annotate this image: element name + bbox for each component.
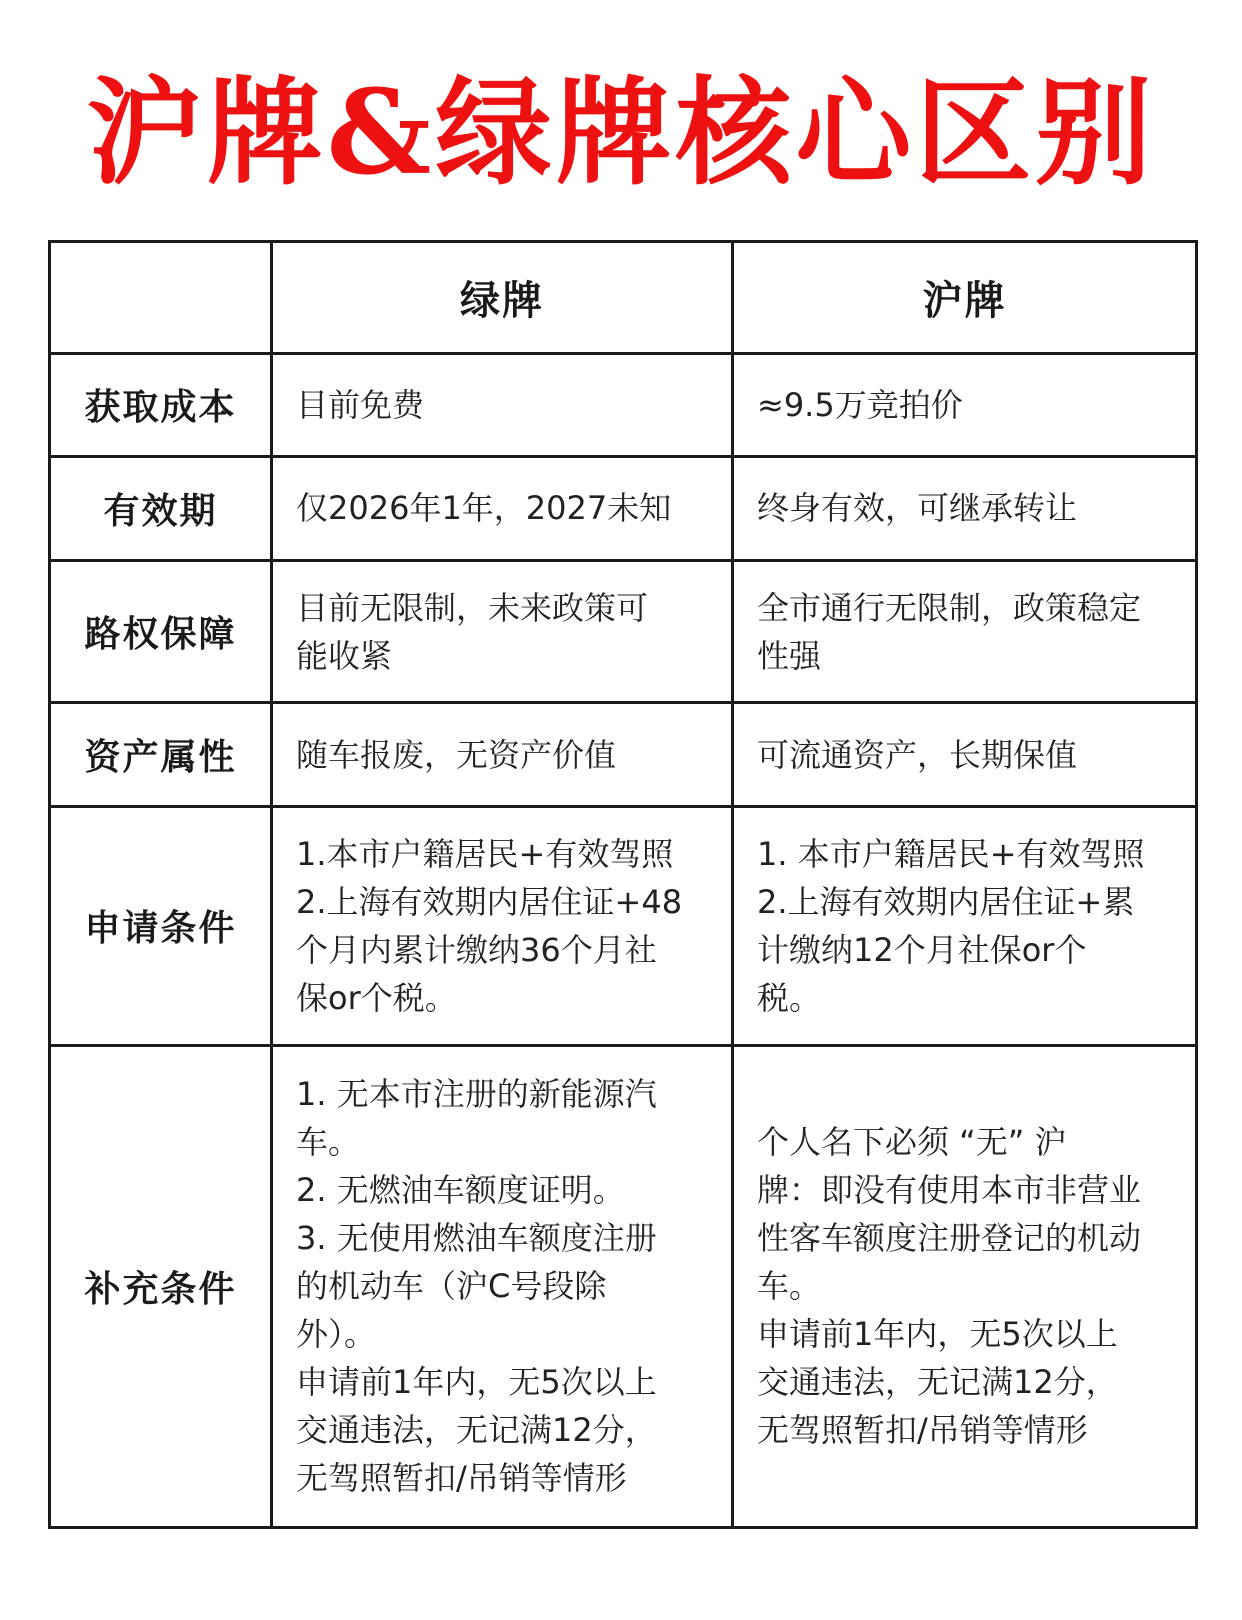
green-cell [272, 560, 733, 703]
table-row [50, 806, 1197, 1045]
cell-line: 仅2026年1年，2027未知 [296, 489, 672, 528]
cell-line: 交通违法，无记满12分， [296, 1411, 657, 1450]
header-hu-plate: 沪牌 [733, 242, 1197, 354]
row-label: 资产属性 [50, 703, 272, 806]
page-title: 沪牌&绿牌核心区别 [86, 65, 1156, 201]
cell-line: 性客车额度注册登记的机动 [757, 1219, 1142, 1258]
cell-line: 申请前1年内，无5次以上 [757, 1315, 1118, 1354]
cell-line: 目前免费 [296, 385, 425, 424]
table-row [50, 1045, 1197, 1527]
cell-line: 终身有效，可继承转让 [757, 489, 1078, 528]
cell-line: 保or个税。 [296, 978, 457, 1017]
cell-line: 目前无限制，未来政策可 [296, 588, 649, 627]
cell-line: 个人名下必须 “无” 沪 [757, 1123, 1067, 1162]
cell-line: 牌：即没有使用本市非营业 [757, 1171, 1142, 1210]
green-cell [272, 457, 733, 560]
cell-line: 计缴纳12个月社保or个 [757, 930, 1087, 969]
hu-cell [733, 1045, 1197, 1527]
hu-cell [733, 560, 1197, 703]
table-row [50, 457, 1197, 560]
table-row [50, 560, 1197, 703]
green-cell [272, 1045, 733, 1527]
cell-line: 2.上海有效期内居住证+48 [296, 882, 683, 921]
cell-line: 2.上海有效期内居住证+累 [757, 882, 1135, 921]
header-green-plate: 绿牌 [272, 242, 733, 354]
green-cell [272, 806, 733, 1045]
green-cell [272, 703, 733, 806]
cell-line: 能收紧 [296, 636, 393, 675]
cell-line: 全市通行无限制，政策稳定 [757, 588, 1142, 627]
header-empty-cell [50, 242, 272, 354]
row-label: 有效期 [50, 457, 272, 560]
cell-line: 申请前1年内，无5次以上 [296, 1363, 657, 1402]
cell-line: 1.本市户籍居民+有效驾照 [296, 834, 674, 873]
cell-line: 的机动车（沪C号段除 [296, 1267, 607, 1306]
table-row [50, 353, 1197, 456]
comparison-table [48, 240, 1198, 1529]
table-row [50, 703, 1197, 806]
cell-line: 外）。 [296, 1315, 377, 1354]
cell-line: 税。 [757, 978, 822, 1017]
cell-line: 车。 [296, 1123, 361, 1162]
hu-cell [733, 703, 1197, 806]
row-label: 申请条件 [50, 806, 272, 1045]
cell-line: 无驾照暂扣/吊销等情形 [296, 1459, 627, 1498]
hu-cell [733, 353, 1197, 456]
hu-cell [733, 457, 1197, 560]
cell-line: 1. 无本市注册的新能源汽 [296, 1075, 657, 1114]
cell-line: 1. 本市户籍居民+有效驾照 [757, 834, 1145, 873]
cell-line: 交通违法，无记满12分， [757, 1363, 1118, 1402]
cell-line: 3. 无使用燃油车额度注册 [296, 1219, 657, 1258]
row-label: 补充条件 [50, 1045, 272, 1527]
row-label: 路权保障 [50, 560, 272, 703]
table-header-row [50, 242, 1197, 354]
cell-line: 车。 [757, 1267, 822, 1306]
cell-line: 随车报废，无资产价值 [296, 735, 617, 774]
cell-line: 2. 无燃油车额度证明。 [296, 1171, 625, 1210]
green-cell [272, 353, 733, 456]
cell-line: ≈9.5万竞拍价 [757, 385, 963, 424]
cell-line: 性强 [757, 636, 822, 675]
cell-line: 无驾照暂扣/吊销等情形 [757, 1411, 1088, 1450]
row-label: 获取成本 [50, 353, 272, 456]
hu-cell [733, 806, 1197, 1045]
cell-line: 个月内累计缴纳36个月社 [296, 930, 657, 969]
cell-line: 可流通资产，长期保值 [757, 735, 1078, 774]
